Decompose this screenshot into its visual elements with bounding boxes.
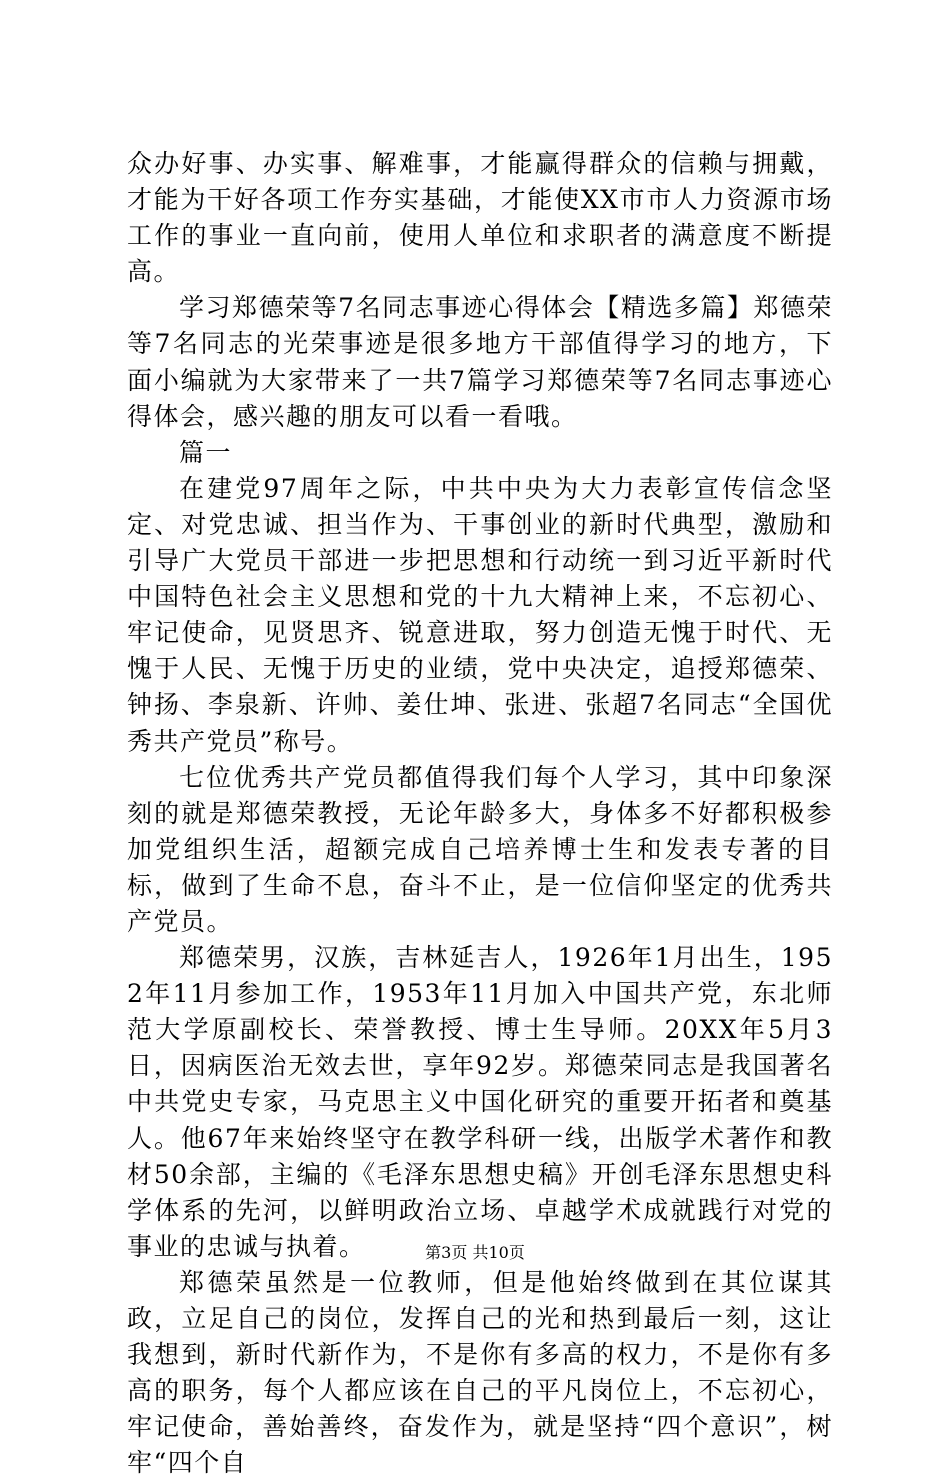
paragraph-biography: 郑德荣男，汉族，吉林延吉人，1926年1月出生，1952年11月参加工作，1953年11月加入中国共产党，东北师范大学原副校长、荣誉教授、博士生导师。20XX年5月3日，因病医治无效去世，享年92岁。郑德荣同志是我国著名中共党史专家，马克思主义中国化研究的重要开拓者和奠基人。他67年来始终坚守在教学科研一线，出版学术著作和教材50余部，主编的《毛泽东思想史稿》开创毛泽东思想史科学体系的先河，以鲜明政治立场、卓越学术成就践行对党的事业的忠诚与执着。: [127, 943, 833, 1261]
document-body: [127, 146, 833, 1481]
paragraph-reflection: 郑德荣虽然是一位教师，但是他始终做到在其位谋其政，立足自己的岗位，发挥自己的光和热到最后一刻，这让我想到，新时代新作为，不是你有多高的权力，不是你有多高的职务，每个人都应该在自己的平凡岗位上，不忘初心，牢记使命，善始善终，奋发作为，就是坚持“四个意识”，树牢“四个自: [127, 1267, 833, 1478]
page-footer: [0, 1243, 950, 1263]
paragraph-impression: 七位优秀共产党员都值得我们每个人学习，其中印象深刻的就是郑德荣教授，无论年龄多大，身体多不好都积极参加党组织生活，超额完成自己培养博士生和发表专著的目标，做到了生命不息，奋斗不止，是一位信仰坚定的优秀共产党员。: [127, 762, 833, 936]
paragraph-background: 在建党97周年之际，中共中央为大力表彰宣传信念坚定、对党忠诚、担当作为、干事创业的新时代典型，激励和引导广大党员干部进一步把思想和行动统一到习近平新时代中国特色社会主义思想和党的十九大精神上来，不忘初心、牢记使命，见贤思齐、锐意进取，努力创造无愧于时代、无愧于人民、无愧于历史的业绩，党中央决定，追授郑德荣、钟扬、李泉新、许帅、姜仕坤、张进、张超7名同志“全国优秀共产党员”称号。: [127, 473, 833, 756]
section-heading: 篇一: [179, 437, 233, 467]
paragraph-continuation: 众办好事、办实事、解难事，才能赢得群众的信赖与拥戴，才能为干好各项工作夯实基础，才能使XX市市人力资源市场工作的事业一直向前，使用人单位和求职者的满意度不断提高。: [127, 149, 833, 287]
page-number: 第3页: [425, 1243, 468, 1262]
page-total: 共10页: [472, 1243, 525, 1262]
paragraph-intro: 学习郑德荣等7名同志事迹心得体会【精选多篇】郑德荣等7名同志的光荣事迹是很多地方干部值得学习的地方，下面小编就为大家带来了一共7篇学习郑德荣等7名同志事迹心得体会，感兴趣的朋友可以看一看哦。: [127, 293, 833, 431]
